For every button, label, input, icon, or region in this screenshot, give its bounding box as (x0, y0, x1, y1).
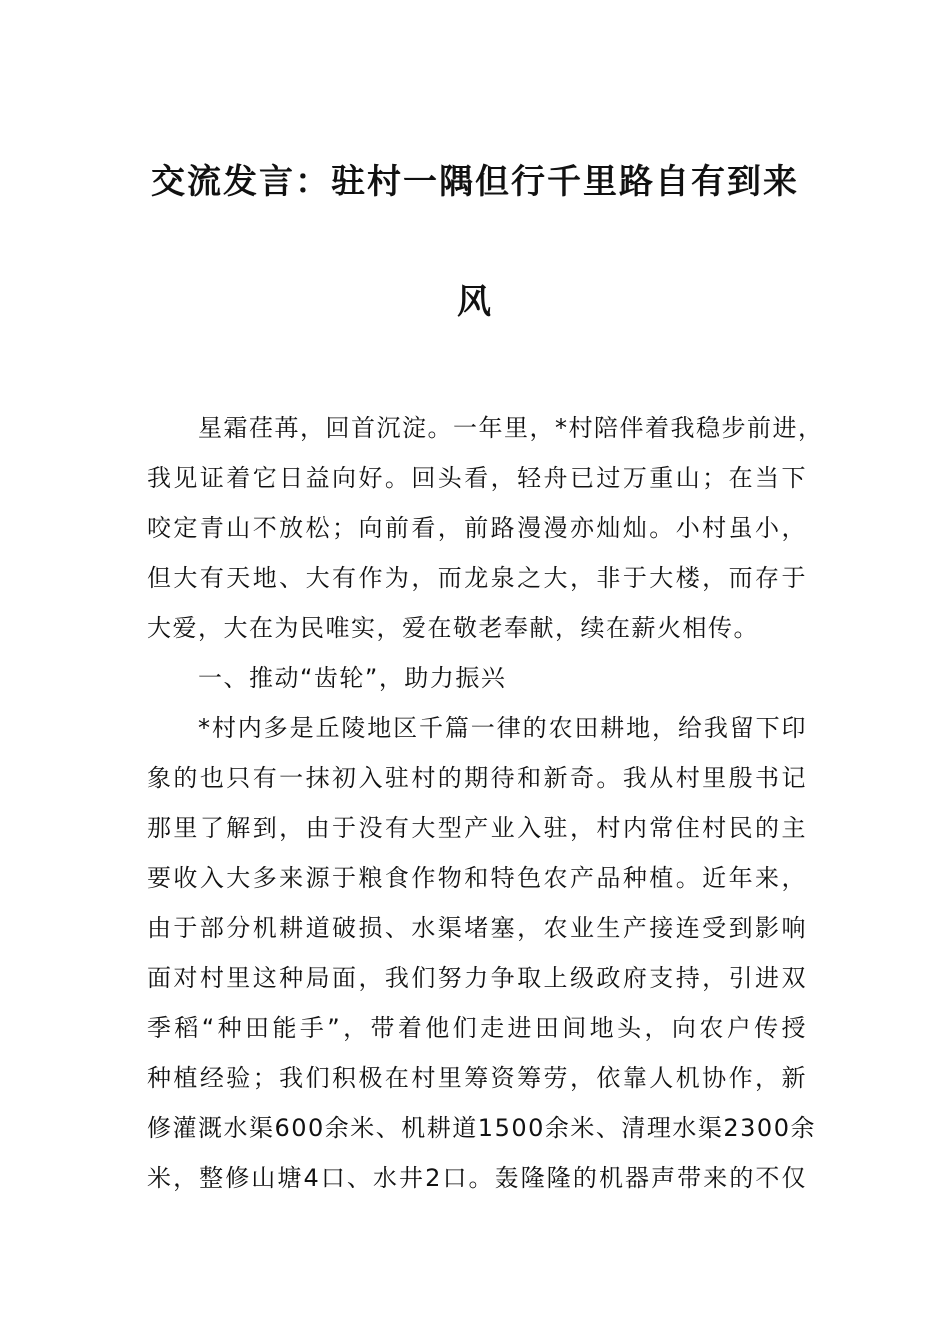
paragraph-line: 由于部分机耕道破损、水渠堵塞，农业生产接连受到影响 (147, 914, 807, 942)
paragraph-line: 大爱，大在为民唯实，爱在敬老奉献，续在薪火相传。 (147, 614, 759, 642)
paragraph-line: 面对村里这种局面，我们努力争取上级政府支持，引进双 (147, 964, 807, 992)
paragraph-line: 我见证着它日益向好。回头看，轻舟已过万重山；在当下 (147, 464, 807, 492)
paragraph-line: 修灌溉水渠600余米、机耕道1500余米、清理水渠2300余 (147, 1114, 816, 1142)
paragraph-line: *村内多是丘陵地区千篇一律的农田耕地，给我留下印 (198, 714, 807, 742)
paragraph-line: 咬定青山不放松；向前看，前路漫漫亦灿灿。小村虽小， (147, 514, 807, 542)
section-heading: 一、推动“齿轮”，助力振兴 (198, 664, 507, 692)
document-title-line-2: 风 (457, 282, 493, 322)
document-title-line-1: 交流发言：驻村一隅但行千里路自有到来 (151, 162, 799, 202)
paragraph-line: 象的也只有一抹初入驻村的期待和新奇。我从村里殷书记 (147, 764, 807, 792)
paragraph-line: 季稻“种田能手”，带着他们走进田间地头，向农户传授 (147, 1014, 807, 1042)
paragraph-line: 那里了解到，由于没有大型产业入驻，村内常住村民的主 (147, 814, 807, 842)
paragraph-line: 但大有天地、大有作为，而龙泉之大，非于大楼，而存于 (147, 564, 807, 592)
paragraph-line: 种植经验；我们积极在村里筹资筹劳，依靠人机协作，新 (147, 1064, 807, 1092)
paragraph-line: 要收入大多来源于粮食作物和特色农产品种植。近年来， (147, 864, 807, 892)
paragraph-line: 米，整修山塘4口、水井2口。轰隆隆的机器声带来的不仅 (147, 1164, 807, 1192)
paragraph-line: 星霜荏苒，回首沉淀。一年里，*村陪伴着我稳步前进， (198, 414, 824, 442)
